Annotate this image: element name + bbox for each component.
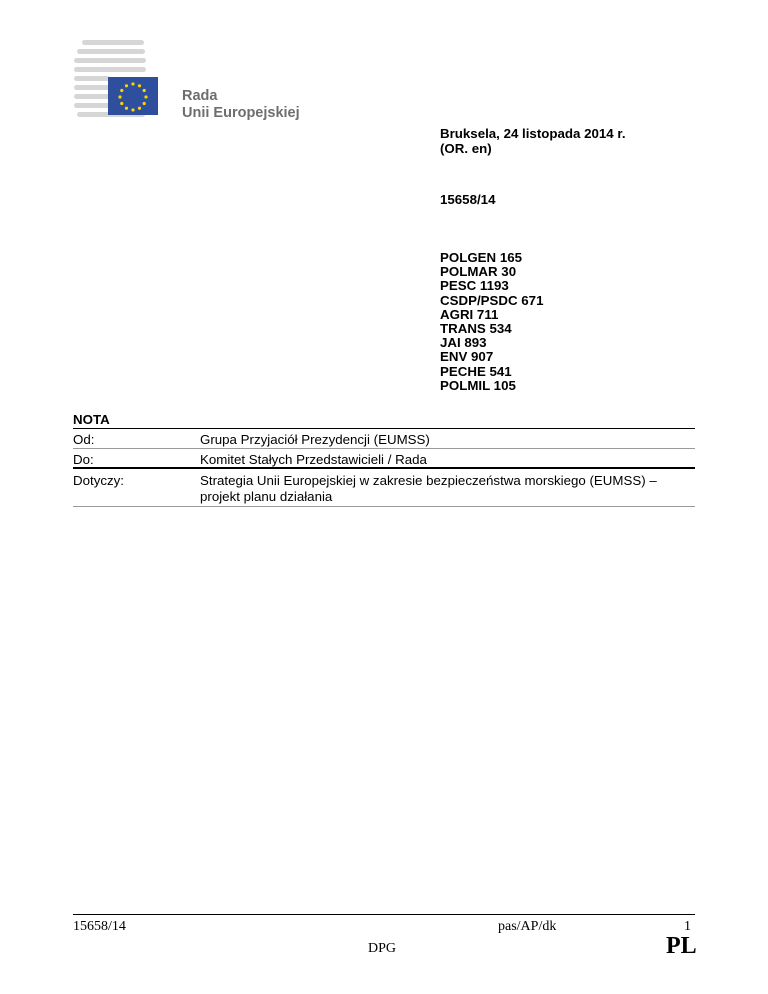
divider (73, 428, 695, 429)
original-language: (OR. en) (440, 141, 492, 156)
from-label: Od: (73, 432, 95, 447)
code-item: PESC 1193 (440, 278, 509, 294)
council-name-line2: Unii Europejskiej (182, 105, 300, 121)
divider (73, 506, 695, 507)
code-item: POLGEN 165 (440, 250, 523, 265)
code-item: PECHE 541 (440, 363, 512, 379)
code-item: CSDP/PSDC 671 (440, 292, 544, 308)
note-title: NOTA (73, 412, 110, 427)
code-item: POLMAR 30 (440, 264, 517, 280)
council-name-line1: Rada (182, 88, 218, 104)
footer-divider (73, 914, 695, 915)
to-value: Komitet Stałych Przedstawicieli / Rada (200, 452, 427, 467)
divider (73, 448, 695, 449)
footer-language: PL (666, 933, 697, 959)
council-name (182, 88, 300, 122)
council-logo (74, 40, 314, 130)
subject-label: Dotyczy: (73, 473, 124, 488)
classification-codes (440, 251, 543, 393)
code-item: POLMIL 105 (440, 377, 516, 393)
footer-document-number: 15658/14 (73, 919, 126, 934)
place-date: Bruksela, 24 listopada 2014 r. (440, 126, 626, 141)
footer-reference: pas/AP/dk (498, 919, 557, 934)
code-item: JAI 893 (440, 335, 487, 351)
code-item: ENV 907 (440, 349, 494, 365)
code-item: AGRI 711 (440, 306, 499, 322)
code-item: TRANS 534 (440, 321, 512, 337)
from-value: Grupa Przyjaciół Prezydencji (EUMSS) (200, 432, 430, 447)
page-number: 1 (684, 919, 691, 934)
eu-council-logo-icon (74, 40, 184, 130)
divider (73, 467, 695, 469)
subject-value: Strategia Unii Europejskiej w zakresie bezpieczeństwa morskiego (EUMSS) – projekt planu działania (200, 473, 657, 504)
to-label: Do: (73, 452, 94, 467)
document-number: 15658/14 (440, 192, 496, 207)
footer-department: DPG (368, 941, 397, 956)
